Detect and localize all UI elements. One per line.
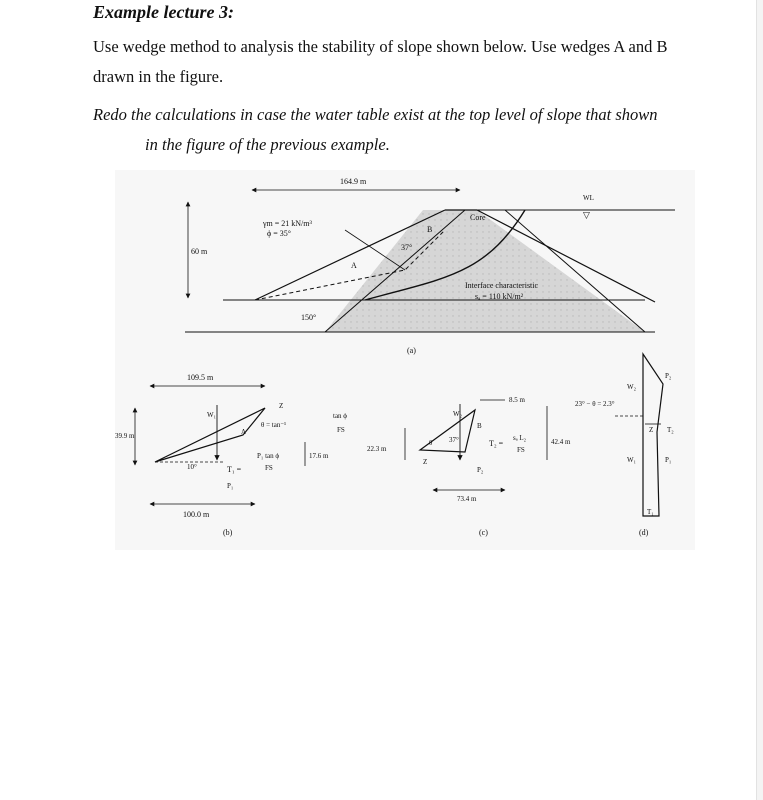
- c-t2-label: T₂ =: [489, 439, 504, 448]
- gamma-label: γm = 21 kN/m³: [263, 219, 312, 228]
- b-tan-phi: tan ϕ: [333, 412, 347, 420]
- b-fs2: FS: [265, 464, 273, 472]
- caption-c: (c): [479, 528, 488, 537]
- caption-a: (a): [407, 346, 416, 355]
- c-sal2: sₐ L₂: [513, 434, 527, 442]
- b-a-label: A: [241, 428, 247, 436]
- d-w2-label: W₂: [627, 383, 637, 391]
- b-angle-label: 10°: [187, 463, 197, 471]
- c-223-label: 22.3 m: [367, 445, 387, 453]
- b-fs: FS: [337, 426, 345, 434]
- b-z-label: Z: [279, 402, 284, 410]
- c-p2-label: P₂: [477, 466, 484, 474]
- caption-d: (d): [639, 528, 649, 537]
- wedge-b-label: B: [427, 225, 433, 234]
- figure-a: [185, 177, 675, 355]
- redo-paragraph: [93, 100, 703, 160]
- interface-label: Interface characteristic: [465, 281, 539, 290]
- redo-line-2: in the figure of the previous example.: [145, 135, 390, 154]
- core-label: Core: [470, 213, 486, 222]
- d-z-label: Z: [649, 426, 654, 434]
- wl-label: WL: [583, 194, 594, 202]
- c-85-label: 8.5 m: [509, 396, 525, 404]
- angle-top-label: 37°: [401, 243, 413, 252]
- b-w-label: W₁: [207, 411, 217, 419]
- b-top-dim-label: 109.5 m: [187, 373, 214, 382]
- slope-figure: [115, 170, 695, 550]
- dim-height-label: 60 m: [191, 247, 208, 256]
- dim-width-label: 164.9 m: [340, 177, 367, 186]
- water-level-icon: ▽: [583, 210, 590, 220]
- problem-paragraph: Use wedge method to analysis the stability of slope shown below. Use wedges A and B drawn in the figure.: [93, 37, 668, 86]
- force-polygon: [643, 354, 663, 516]
- b-t1-label: T₁ =: [227, 465, 242, 474]
- c-b-label: B: [477, 422, 482, 430]
- figure-b: [115, 373, 347, 537]
- b-p1-label: P₁: [227, 482, 234, 490]
- figure-d: [575, 354, 674, 537]
- c-theta-label: θ: [429, 439, 433, 447]
- interface-value: sₐ = 110 kN/m²: [475, 292, 524, 301]
- dam-core-fill: [325, 210, 645, 332]
- c-424-label: 42.4 m: [551, 438, 571, 446]
- c-angle-label: 37°: [449, 436, 459, 444]
- d-t2-label: T₂: [667, 426, 674, 434]
- figure-c: [367, 396, 571, 537]
- b-theta-formula: θ = tan⁻¹: [261, 421, 287, 429]
- c-z-label: Z: [423, 458, 428, 466]
- b-height-dim-label: 39.9 m: [115, 432, 135, 440]
- d-p2-label: P₂: [665, 372, 672, 380]
- slope-figure-svg: [115, 170, 695, 550]
- phi-label: ϕ = 35°: [267, 229, 291, 238]
- c-734-label: 73.4 m: [457, 495, 477, 503]
- d-t1-label: T₁: [647, 508, 654, 516]
- caption-b: (b): [223, 528, 233, 537]
- wedge-a-label: A: [351, 261, 357, 270]
- c-fs: FS: [517, 446, 525, 454]
- redo-line-1: Redo the calculations in case the water table exist at the top level of slope that shown: [93, 105, 658, 124]
- b-p1tan-label: P₁ tan ϕ: [257, 452, 280, 460]
- b-bottom-dim-label: 100.0 m: [183, 510, 210, 519]
- d-w1-label: W₁: [627, 456, 637, 464]
- example-heading: Example lecture 3:: [93, 2, 234, 22]
- angle-base-label: 150°: [301, 313, 317, 322]
- b-176-label: 17.6 m: [309, 452, 329, 460]
- c-w2-label: W₂: [453, 410, 463, 418]
- d-p1-label: P₁: [665, 456, 672, 464]
- d-angle-formula: 23° − θ = 2.3°: [575, 400, 615, 408]
